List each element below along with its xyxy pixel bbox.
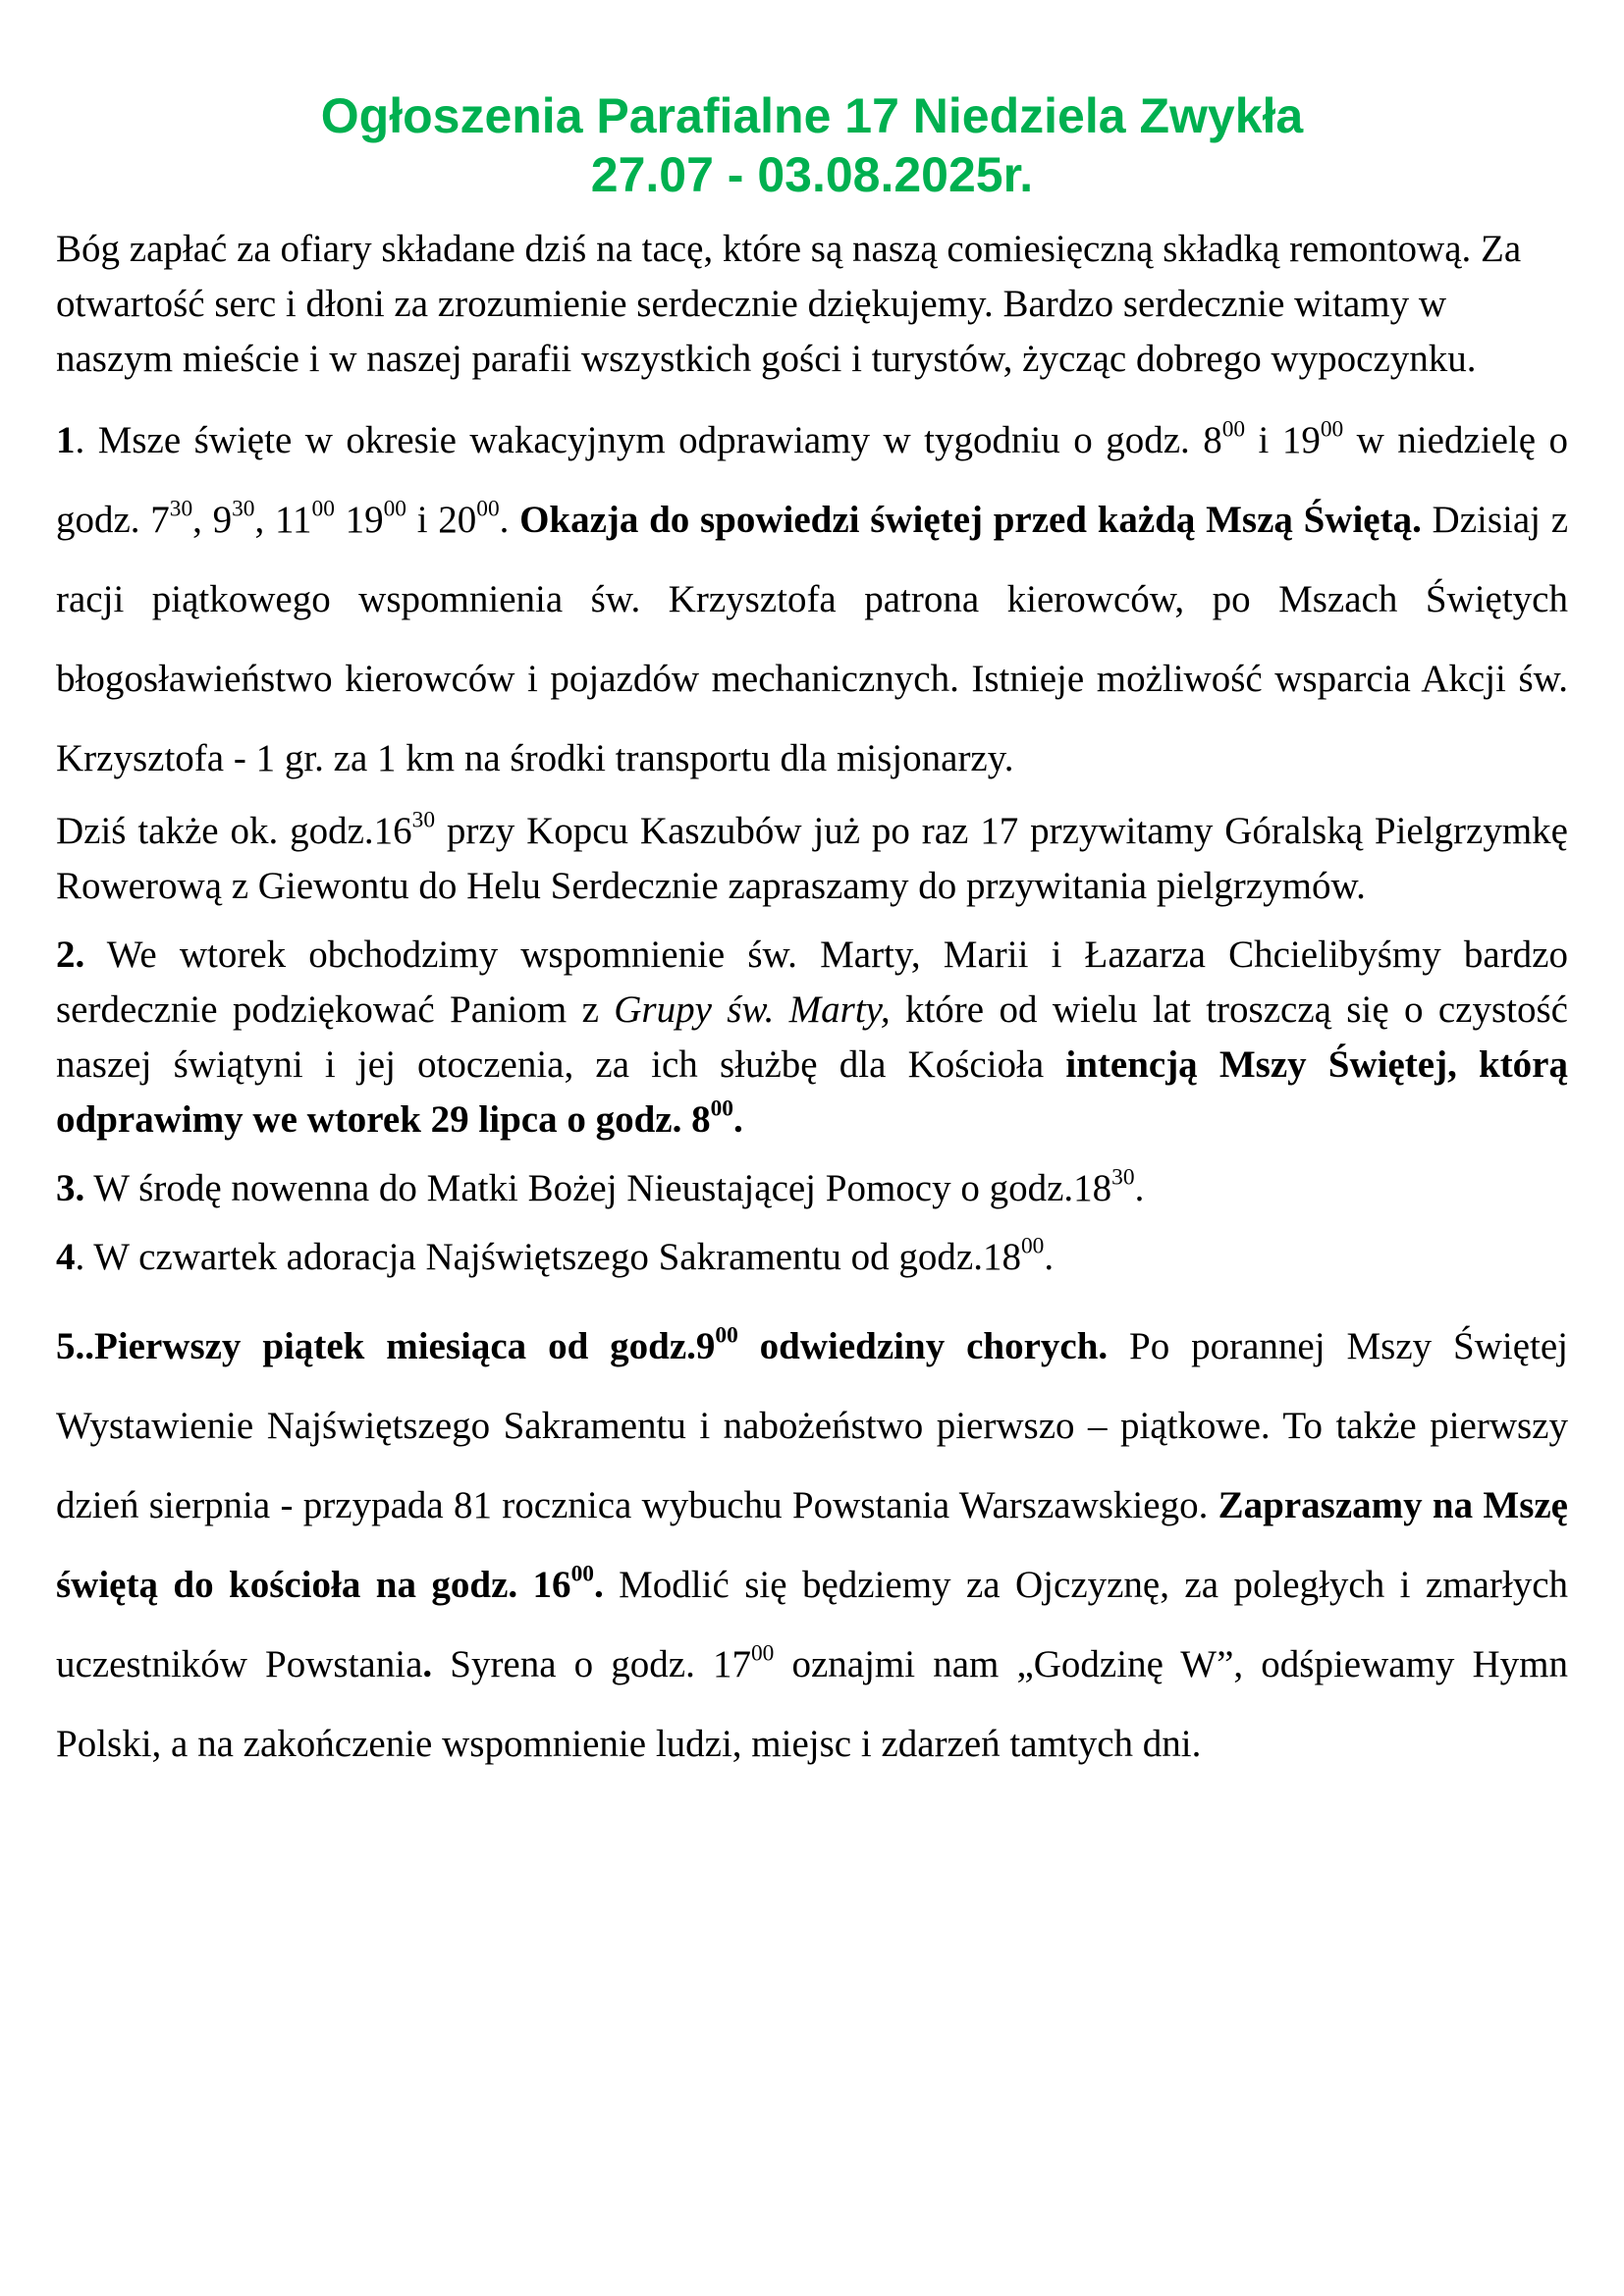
- item-number: 1: [56, 419, 76, 461]
- time-minutes: 00: [311, 496, 335, 522]
- text: odwiedziny chorych.: [737, 1325, 1109, 1367]
- announcement-item-2: [56, 928, 1568, 1148]
- intro-paragraph: Bóg zapłać za ofiary składane dziś na tacę, które są naszą comiesięczną składką remontową. Za otwartość serc i dłoni za zrozumienie serdecznie dziękujemy. Bardzo serdecznie witamy w naszym mieście i w naszej parafii wszystkich gości i turystów, życząc dobrego wypoczynku.: [56, 228, 1522, 380]
- text: .: [499, 499, 520, 541]
- text: .: [732, 1098, 743, 1141]
- text: przy Kopcu Kaszubów już po raz 17 przywitamy Góralską Pielgrzymkę Rowerową z Giewontu do Helu Serdecznie zapraszamy do przywitania pielgrzymów.: [56, 810, 1568, 907]
- text: w niedzielę o godz. 7: [56, 419, 1568, 541]
- text: oznajmi nam „Godzinę W”, odśpiewamy Hymn Polski, a na zakończenie wspomnienie ludzi, miejsc i zdarzeń tamtych dni.: [56, 1643, 1569, 1765]
- time-minutes: 30: [169, 496, 193, 522]
- text: Zapraszamy na Mszę świętą do kościoła na godz. 16: [56, 1484, 1568, 1606]
- time-minutes: 00: [710, 1095, 733, 1122]
- text: We wtorek obchodzimy wspomnienie św. Marty, Marii i Łazarza Chcielibyśmy bardzo serdecznie podziękować Paniom z: [56, 934, 1568, 1031]
- text: .: [422, 1643, 433, 1685]
- time-minutes: 00: [715, 1322, 738, 1349]
- time-minutes: 00: [570, 1561, 594, 1587]
- text: , 11: [254, 499, 312, 541]
- title-line: Ogłoszenia Parafialne 17 Niedziela Zwykła: [320, 88, 1304, 143]
- time-minutes: 30: [232, 496, 255, 522]
- time-minutes: 30: [1111, 1164, 1135, 1191]
- time-minutes: 00: [750, 1640, 775, 1667]
- text: .: [1044, 1236, 1055, 1278]
- item-number: 4: [56, 1236, 76, 1278]
- text: Dziś także ok. godz.16: [56, 810, 412, 852]
- text: , 9: [192, 499, 233, 541]
- announcement-item-1-continued: [56, 804, 1568, 914]
- time-minutes: 00: [1221, 416, 1246, 443]
- text: Po porannej Mszy Świętej Wystawienie Najświętszego Sakramentu i nabożeństwo pierwszo – piątkowe. To także pierwszy dzień sierpnia - przypada 81 rocznica wybuchu Powstania Warszawskiego.: [56, 1325, 1569, 1526]
- text: .: [1134, 1167, 1145, 1209]
- text: .: [593, 1564, 604, 1606]
- group-name: Grupy św. Marty,: [614, 988, 891, 1031]
- text: intencją Mszy Świętej, którą odprawimy we wtorek 29 lipca o godz. 8: [56, 1043, 1568, 1141]
- time-minutes: 00: [1020, 1233, 1045, 1259]
- title-date-range: 27.07 - 03.08.2025r.: [590, 147, 1034, 202]
- announcement-item-5: [56, 1307, 1568, 1784]
- text: . W czwartek adoracja Najświętszego Sakramentu od godz.18: [75, 1236, 1021, 1278]
- text: i 20: [406, 499, 477, 541]
- text: Dzisiaj z racji piątkowego wspomnienia św. Krzysztofa patrona kierowców, po Mszach Świętych błogosławieństwo kierowców i pojazdów mechanicznych. Istnieje możliwość wsparcia Akcji św. Krzysztofa - 1 gr. za 1 km na środki transportu dla misjonarzy.: [56, 499, 1569, 779]
- text: Syrena o godz. 17: [432, 1643, 751, 1685]
- time-minutes: 00: [476, 496, 500, 522]
- text: i 19: [1245, 419, 1321, 461]
- announcement-item-4: [56, 1230, 1568, 1285]
- item-number: 3.: [56, 1167, 85, 1209]
- announcement-page: [56, 86, 1568, 1784]
- emphasis: [56, 1322, 1109, 1367]
- text: 19: [334, 499, 384, 541]
- page-title: [56, 86, 1568, 204]
- text: które od wielu lat troszczą się o czystość naszej świątyni i jej otoczenia, za ich służbę dla Kościoła: [56, 988, 1568, 1086]
- text: Modlić się będziemy za Ojczyznę, za poległych i zmarłych uczestników Powstania: [56, 1564, 1569, 1685]
- time-minutes: 00: [1320, 416, 1344, 443]
- text: . Msze święte w okresie wakacyjnym odprawiamy w tygodniu o godz. 8: [75, 419, 1222, 461]
- text: W środę nowenna do Matki Bożej Nieustającej Pomocy o godz.18: [84, 1167, 1112, 1209]
- emphasis: Okazja do spowiedzi świętej przed każdą Mszą Świętą.: [519, 499, 1422, 541]
- announcement-item-1: [56, 400, 1568, 798]
- item-number: 2.: [56, 934, 85, 976]
- time-minutes: 00: [383, 496, 406, 522]
- time-minutes: 30: [411, 807, 436, 833]
- text: 5..Pierwszy piątek miesiąca od godz.9: [56, 1325, 716, 1367]
- announcement-item-3: [56, 1161, 1568, 1216]
